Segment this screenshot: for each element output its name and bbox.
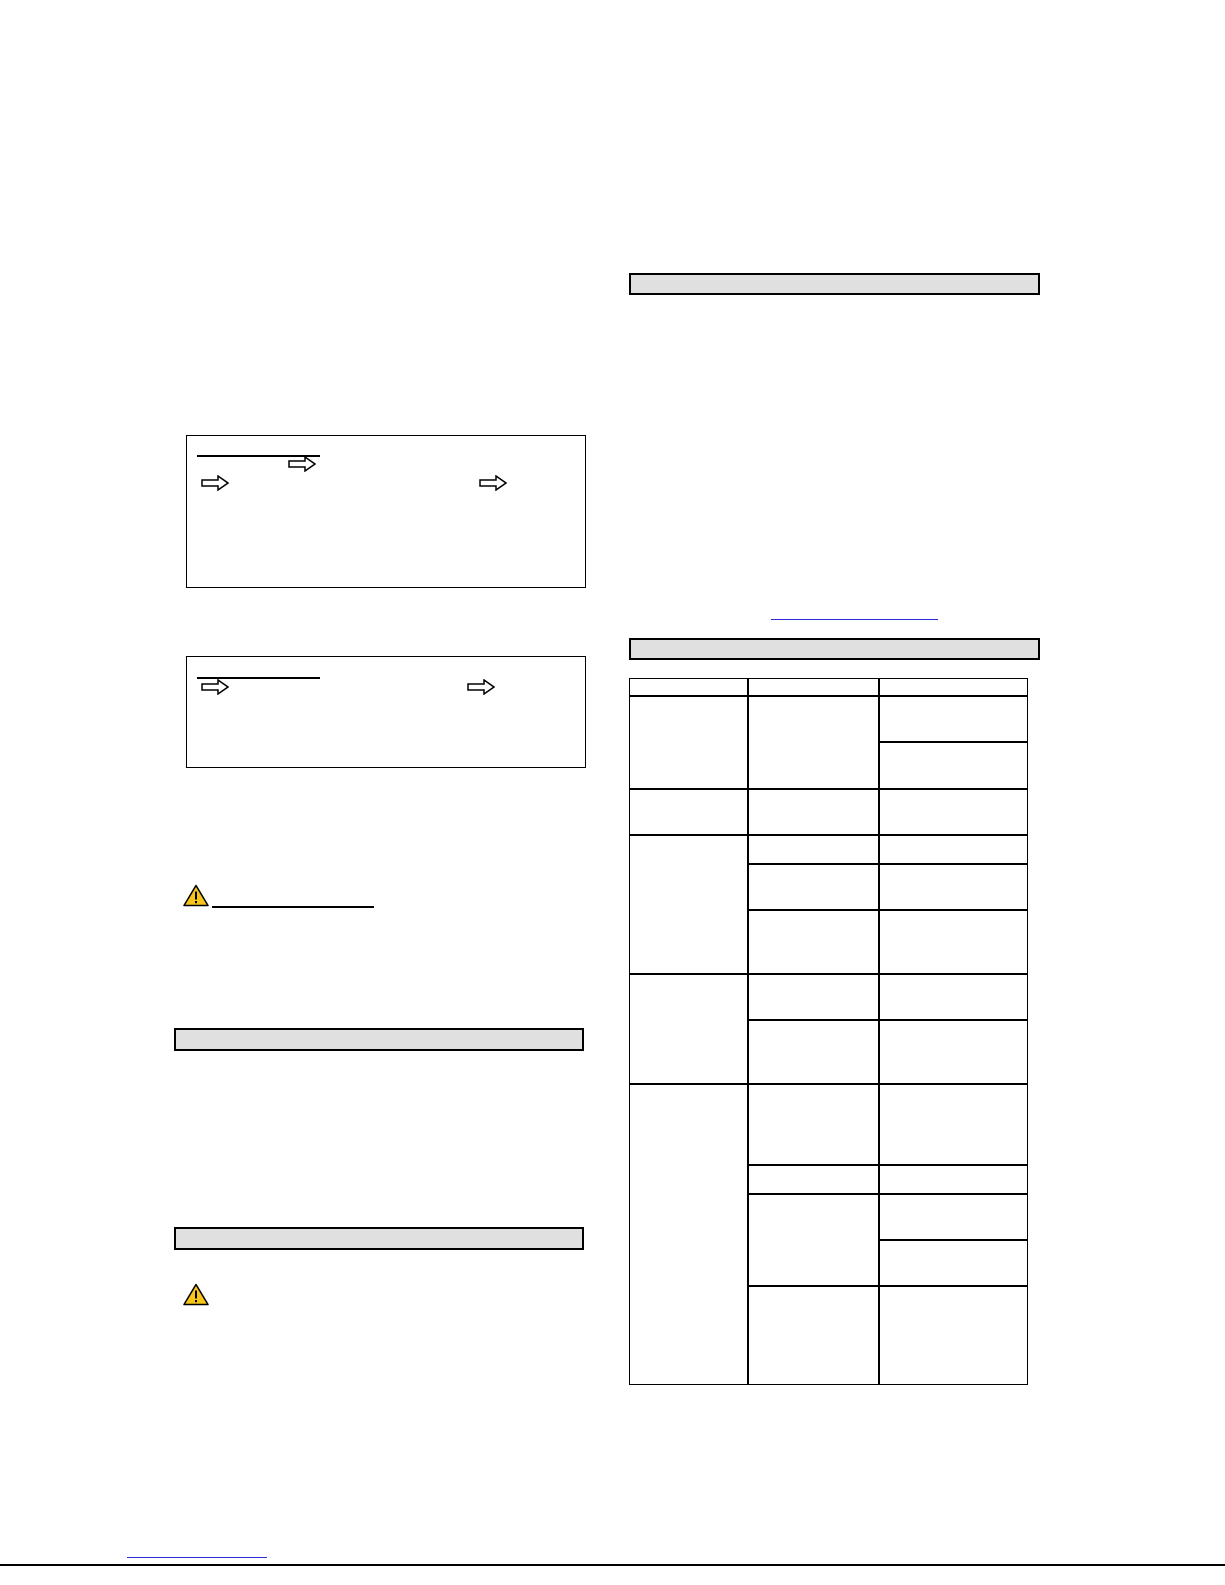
table-cell (747, 1019, 880, 1085)
table-cell (878, 909, 1028, 975)
table-cell (629, 834, 749, 975)
table-cell (629, 695, 749, 790)
table-cell (747, 788, 880, 836)
table-cell (747, 1193, 880, 1287)
table-cell (878, 1239, 1028, 1287)
table-cell (878, 788, 1028, 836)
table-cell (878, 1164, 1028, 1195)
table-cell (629, 788, 749, 836)
arrow-right-outline-icon (479, 475, 507, 491)
table-cell (629, 1083, 749, 1385)
table-cell (747, 909, 880, 975)
section-header-bar-right-1 (629, 273, 1040, 295)
warning-triangle-icon (183, 1283, 209, 1306)
table-cell (747, 1164, 880, 1195)
hyperlink-underline[interactable] (771, 619, 938, 620)
warning-triangle-icon (183, 884, 209, 907)
table-cell (629, 973, 749, 1085)
table-cell (878, 741, 1028, 790)
arrow-right-outline-icon (201, 475, 229, 491)
table-cell (878, 695, 1028, 743)
arrow-right-outline-icon (467, 679, 495, 695)
table-cell (747, 863, 880, 911)
footer-link-underline[interactable] (127, 1557, 267, 1558)
flow-box-2 (186, 656, 586, 768)
table-cell (878, 863, 1028, 911)
table-cell (878, 834, 1028, 865)
arrow-right-outline-icon (288, 456, 316, 472)
table-cell (878, 973, 1028, 1021)
section-header-bar-left-1 (174, 1028, 584, 1051)
table-cell (747, 1285, 880, 1385)
warning-1-underline (212, 906, 374, 908)
table-cell (878, 1193, 1028, 1241)
table-cell (878, 1285, 1028, 1385)
table-cell (878, 1083, 1028, 1166)
section-header-bar-left-2 (174, 1227, 584, 1250)
page-bottom-rule (0, 1564, 1225, 1566)
table-cell (878, 1019, 1028, 1085)
table-cell (747, 973, 880, 1021)
flow-box-1 (186, 435, 586, 588)
table-cell (747, 695, 880, 790)
section-header-bar-right-2 (629, 638, 1040, 660)
table-cell (747, 1083, 880, 1166)
arrow-right-outline-icon (201, 679, 229, 695)
table-cell (747, 834, 880, 865)
